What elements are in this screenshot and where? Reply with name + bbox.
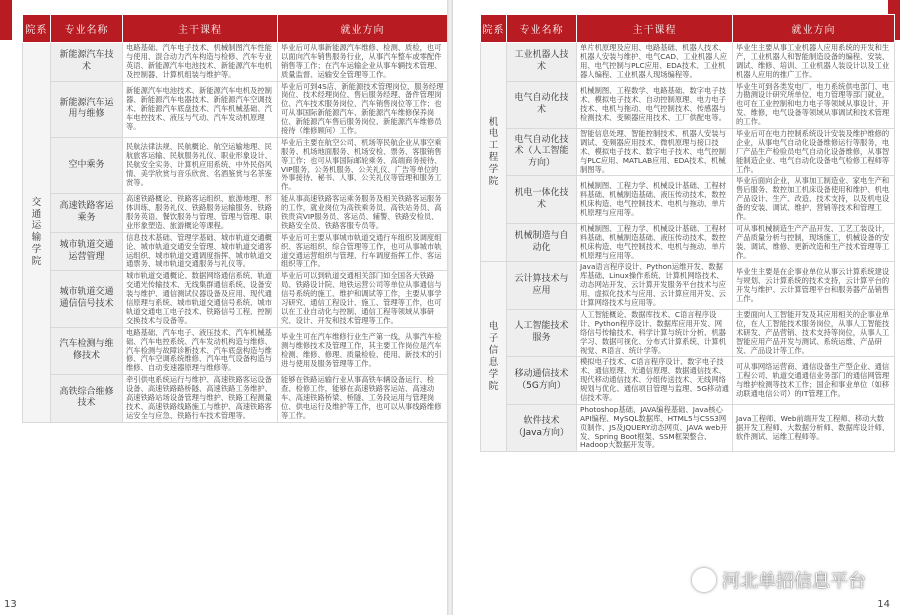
- watermark-text: 河北单招信息平台: [722, 571, 866, 592]
- college-cell: 机 电 工 程 学 院: [481, 43, 507, 262]
- table-row: [481, 176, 895, 223]
- table-row: [23, 327, 448, 374]
- table-row: [23, 194, 448, 233]
- direction-cell: 毕业生可在汽车维修行业生产第一线，从事汽车检测与维修技术及管理工作，其主要工作岗位是汽车检测、维修、修理、质量检验、使用、新技术的引进与使用及服务管理等工作。: [278, 327, 448, 374]
- major-cell: 机械制造与自动化: [507, 223, 577, 262]
- direction-cell: 毕业后可在电力控制系统设计安装及维护维修的企业，从事电气自动化设备维修运行等服务，电厂产品生产检验员电气自动化设备维修，从事智能制造企业、电气自动化设备电气检修工程师等工作。: [733, 129, 895, 176]
- courses-cell: 单片机原理及应用、电路基础、机器人技术、机器人安装与维护、电气CAD、工业机器人应用、电气控制与PLC应用、EDA技术、工业机器人编程、工业机器人现场编程等。: [577, 43, 733, 82]
- direction-cell: 可从事机械制造生产产品开发、工艺工装设计，产品质量分析与控制，现场施工，机械设备的安装、调试、维修、更新改造和生产技术管理等工作。: [733, 223, 895, 262]
- major-cell: 汽车检测与维修技术: [51, 327, 123, 374]
- table-header-row: [481, 15, 895, 43]
- major-cell: 新能源汽车技术: [51, 43, 123, 82]
- major-cell: 云计算技术与应用: [507, 262, 577, 309]
- header-direction: 就业方向: [733, 15, 895, 43]
- courses-cell: 城市轨道交通概论、数据网络通信系统、轨道交通光传输技术、无线集群通信系统、设备安装与维护、通信测试仪器设备及应用、现代通信原理与系统、城市轨道交通信号系统、城市轨道交通电工电子技术、铁路信号工程、控制交换技术与设备等。: [123, 271, 278, 327]
- courses-cell: 模拟电子技术、C语言程序设计、数字电子技术、通信原理、光通信原理、数据通信技术、现代移动通信技术、分组传送技术、无线网络规划与优化、通信项目管理与监理、5G移动通信技术等。: [577, 357, 733, 404]
- major-cell: 城市轨道交通运营管理: [51, 232, 123, 271]
- major-cell: 工业机器人技术: [507, 43, 577, 82]
- college-cell: 电 子 信 息 学 院: [481, 262, 507, 452]
- courses-cell: 电路基础、汽车电子、液压技术、汽车机械基础、汽车电控系统、汽车发动机构造与维修、汽车检测与故障诊断技术、汽车底盘构造与维修、汽车空调系统维修、汽车电气设备构造与维修、自动变速器原理与维修等。: [123, 327, 278, 374]
- table-row: [23, 81, 448, 137]
- direction-cell: 能从事高速铁路客运乘务服务及相关铁路客运服务的工作，就业岗位为高铁乘务员、高铁站务员、高铁贵宾VIP服务员、客运员、辅警、铁路安检员、铁路安全员、铁路客服专员等。: [278, 194, 448, 233]
- table-row: [481, 223, 895, 262]
- table-row: [481, 309, 895, 356]
- college-cell: 交 通 运 输 学 院: [23, 43, 51, 423]
- direction-cell: 毕业生可到各类发电厂、电力系统供电部门、电力勘测设计研究所单位、电力管理等部门就业，也可在工业控制和电力电子等领域从事设计、开发、维修，电气设备等领域从事调试和技术管理的工作。: [733, 81, 895, 128]
- direction-cell: 毕业后可从事新能源汽车维修、检测、质检，也可以面向汽车销售服务行业，从事汽车整车或零配件销售等工作；在汽车运输企业从事车辆技术管理、质量监督、运输安全管理等工作。: [278, 43, 448, 82]
- table-row: [23, 271, 448, 327]
- courses-cell: 民航法律法规、民航概论、航空运输地理、民航旅客运输、民航服务礼仪、职业形象设计、民航安全实务、计算机应用系统、中外民俗风情、美学欣赏与音乐欣赏、名酒鉴赏与名茶鉴赏等。: [123, 137, 278, 193]
- direction-cell: 毕业生主要从事工业机器人应用系统的开发和生产，工业机器人和智能制造设备的编程、安装、调试、维修、培训、工业机器人装设计以及工业机器人应用的推广工作。: [733, 43, 895, 82]
- right-page: [453, 0, 900, 615]
- header-courses: 主干课程: [577, 15, 733, 43]
- curriculum-table-left: [22, 14, 447, 423]
- direction-cell: 毕业后可主要从事城市轨道交通行车组织及调度组织、客运组织、综合管理等工作，也可从事城市轨道交通运营组织与管理、行车调度指挥工作、客运组织等工作。: [278, 232, 448, 271]
- courses-cell: 人工智能概论、数据库技术、C语言程序设计、Python程序设计、数据库应用开发、网络信号传输技术、科学计算与统计分析、机器学习、数据可视化、分布式计算系统、计算机视觉、R语言、统计学等。: [577, 309, 733, 356]
- courses-cell: Java语言程序设计、Python运维开发、数据库基础、Linux操作系统、计算机网络技术、动态网站开发、云计算开发服务平台技术与应用、虚拟化技术与应用、云计算应用开发、云计算网络技术与应用等。: [577, 262, 733, 309]
- courses-cell: 机械制图、工程力学、机械设计基础、工程材料基础、机械制造基础、液压传动技术、数控机床构造、电气控制技术、电机与拖动、单片机原理与应用等。: [577, 176, 733, 223]
- courses-cell: 电路基础、汽车电子技术、机械制图汽车性能与使用、混合动力汽车构造与检修、汽车专业英语、新能源汽车电池技术、新能源汽车电机及控制器、计算机组装与维护等。: [123, 43, 278, 82]
- table-row: [481, 357, 895, 404]
- courses-cell: 机械制图、工程数学、电路基础、数字电子技术、模拟电子技术、自动控制原理、电力电子技术、电机与拖动、电气控制技术、传感器与检测技术、变频器应用技术、工厂供配电等。: [577, 81, 733, 128]
- table-row: [23, 43, 448, 82]
- header-courses: 主干课程: [123, 15, 278, 43]
- table-header-row: [23, 15, 448, 43]
- courses-cell: 信息技术基础、管理学基础、城市轨道交通概论、城市轨道交通安全管理、城市轨道交通客运组织、城市轨道交通调度指挥、城市轨道交通票务、城市轨道交通服务与礼仪等。: [123, 232, 278, 271]
- table-row: [481, 43, 895, 82]
- major-cell: 电气自动化技术: [507, 81, 577, 128]
- major-cell: 城市轨道交通通信信号技术: [51, 271, 123, 327]
- header-college: 院系: [481, 15, 507, 43]
- table-row: [23, 232, 448, 271]
- curriculum-table-right: [480, 14, 895, 452]
- header-major: 专业名称: [507, 15, 577, 43]
- courses-cell: 牵引供电系统运行与维护、高速铁路客运设备设备、高速铁路路桥隧、高速铁路工务维护、高速铁路站场设备管理与维护、铁路工程测量技术、高速铁路线路施工与维护、高速铁路客运安全与应急、铁路行车技术管理等。: [123, 375, 278, 422]
- courses-cell: 机械制图、工程力学、机械设计基础、工程材料基础、机械制造基础、液压传动技术、数控机床构造、电气控制技术、电机与拖动、单片机原理与应用等。: [577, 223, 733, 262]
- major-cell: 机电一体化技术: [507, 176, 577, 223]
- major-cell: 空中乘务: [51, 137, 123, 193]
- page-ribbon: [0, 0, 12, 40]
- direction-cell: 毕业后可到4S店、新能源技术管理岗位、服务经理岗位、技术经理岗位、售后服务经理、备件管理岗位、汽车技术服务岗位、汽车销售岗位等工作；也可从事国际新能源汽车、新能源汽车维修保养岗位、新能源汽车售后服务岗位、新能源汽车维修员接待（维修顾问）工作。: [278, 81, 448, 137]
- courses-cell: Photoshop基础、JAVA编程基础、Java核心API编程、MySQL数据库、HTML5与CSS3网页制作、JS及JQUERY动态网页、JAVA web开发、Spring Boot框架、SSM框架整合、Hadoop大数据开发等。: [577, 404, 733, 451]
- direction-cell: 毕业后面向企业，从事加工制造业、家电生产和售后服务、数控加工机床设备使用和维护、机电产品设计、生产、改造、技术支持，以及机电设备的安装、调试、维护、营销等技术和管理工作。: [733, 176, 895, 223]
- table-row: [481, 81, 895, 128]
- direction-cell: Java工程师、Web前端开发工程师、移动大数据开发工程师、大数据分析师、数据库设计师、软件测试、运维工程师等。: [733, 404, 895, 451]
- major-cell: 新能源汽车运用与维修: [51, 81, 123, 137]
- major-cell: 人工智能技术服务: [507, 309, 577, 356]
- direction-cell: 主要面向人工智能开发及其应用相关的企事业单位，在人工智能技术服务岗位，从事人工智能技术研发、产品营销、技术支持等岗位，从事人工智能应用产品开发与测试、系统运维、产品研发、产品设计等工作。: [733, 309, 895, 356]
- direction-cell: 毕业后主要在航空公司、机场等民航企业从事空乘服务、机场地面服务、机场安检、票务、客服销售等工作；也可从事国际邮轮乘务、高端商务接待、VIP服务、公务机服务、公关礼仪、广告等单位的外事接待、秘书、人事、公关礼仪等管理和服务工作。: [278, 137, 448, 193]
- major-cell: 软件技术（Java方向）: [507, 404, 577, 451]
- courses-cell: 新能源汽车电池技术、新能源汽车电机及控制器、新能源汽车电器技术、新能源汽车空调技术、新能源汽车底盘技术、汽车机械基础、汽车电控技术、液压与气动、汽车发动机原理等。: [123, 81, 278, 137]
- table-row: [481, 262, 895, 309]
- major-cell: 高铁综合维修技术: [51, 375, 123, 422]
- major-cell: 移动通信技术（5G方向）: [507, 357, 577, 404]
- courses-cell: 高速铁路概论、铁路客运组织、旅游地理、形体训练、服务礼仪、铁路服务运输服务、铁路服务英语、餐饮服务与管理、管理与管理、职业形象塑造、旅游概论等课程。: [123, 194, 278, 233]
- table-row: [481, 404, 895, 451]
- wechat-icon: [692, 568, 716, 592]
- header-college: 院系: [23, 15, 51, 43]
- direction-cell: 毕业生主要是在企事业单位从事云计算系统建设与规划、云计算系统的技术支持，云计算平台的开发与维护、云计算管理平台和服务器产品销售工作。: [733, 262, 895, 309]
- table-row: [481, 129, 895, 176]
- header-major: 专业名称: [51, 15, 123, 43]
- direction-cell: 可从事网络运营商、通信设备生产型企业、通信工程公司、轨道交通通信业务部门的通信网管理与维护检测等技术工作；国企和事业单位（如移动联通电信公司）的IT管理工作。: [733, 357, 895, 404]
- watermark: [692, 567, 866, 593]
- direction-cell: 能够在铁路运输行业从事高铁车辆设备运行、检查、检修工作，能够在高速铁路客运站、高速动车、高速铁路桥梁、桥隧、工务段运用与管理岗位、供电运行及维护等工作，也可以从事线路维修等工作。: [278, 375, 448, 422]
- page-number: 14: [877, 599, 890, 610]
- major-cell: 电气自动化技术（人工智能方向）: [507, 129, 577, 176]
- courses-cell: 智能信息处理、智能控制技术、机器人安装与调试、变频器应用技术、微机原理与接口技术、模拟电子技术、数字电子技术、电气控制与PLC应用、MATLAB应用、EDA技术、机械制图等。: [577, 129, 733, 176]
- direction-cell: 毕业后可以到轨道交通相关部门如全国各大铁路局、铁路设计院、地铁运营公司等单位从事通信与信号系统的施工、维护和调试等工作，主要从事学习研究、通信工程设计、施工、管理等工作，也可以在工业自动化与控制、通信工程等领域从事研究、设计、开发和技术管理等工作。: [278, 271, 448, 327]
- page-number: 13: [4, 599, 17, 610]
- left-page: [0, 0, 447, 615]
- major-cell: 高速铁路客运乘务: [51, 194, 123, 233]
- header-direction: 就业方向: [278, 15, 448, 43]
- table-row: [23, 375, 448, 422]
- table-row: [23, 137, 448, 193]
